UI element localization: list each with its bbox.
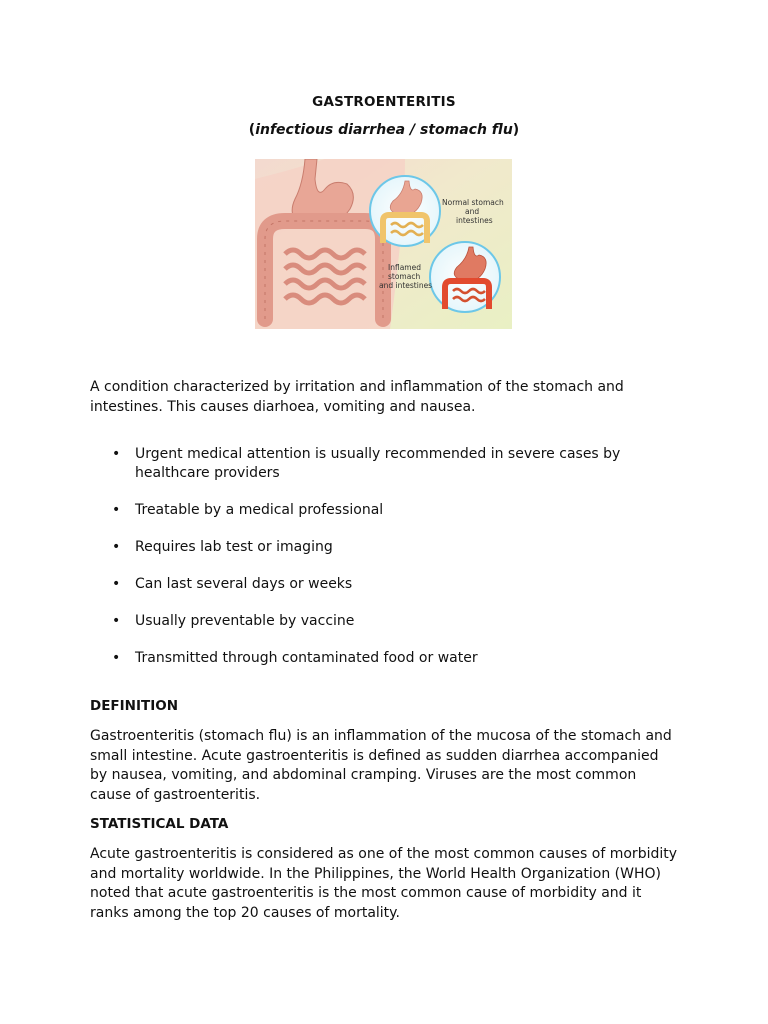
normal-label-line2: and (465, 207, 480, 216)
subtitle-italic: infectious diarrhea / stomach flu (255, 122, 513, 138)
document-subtitle (0, 122, 768, 138)
statistical-data-heading: STATISTICAL DATA (90, 816, 229, 832)
feature-bullet-list (90, 445, 690, 686)
list-item: • Can last several days or weeks (90, 575, 690, 594)
definition-heading: DEFINITION (90, 698, 179, 714)
normal-label-line3: intestines (456, 216, 493, 225)
list-item: • Requires lab test or imaging (90, 538, 690, 557)
gastroenteritis-illustration (255, 159, 512, 329)
inflamed-label-line3: and intestines (379, 281, 433, 290)
list-item: • Urgent medical attention is usually recommended in severe cases by healthcare providers (90, 445, 690, 483)
list-item: • Transmitted through contaminated food or water (90, 649, 690, 668)
list-item: • Usually preventable by vaccine (90, 612, 690, 631)
statistical-data-paragraph: Acute gastroenteritis is considered as one of the most common causes of morbidity and mortality worldwide. In the Philippines, the World Health Organization (WHO) noted that acute gastroenteritis is the most common cause of morbidity and it ranks among the top 20 causes of mortality. (90, 846, 678, 921)
list-item: • Treatable by a medical professional (90, 501, 690, 520)
subtitle-close-paren: ) (512, 122, 520, 138)
document-title: GASTROENTERITIS (312, 94, 456, 110)
definition-paragraph: Gastroenteritis (stomach flu) is an inflammation of the mucosa of the stomach and small intestine. Acute gastroenteritis is defined as sudden diarrhea accompanied by nausea, vomiting, and abdominal cramping. Viruses are the most common cause of gastroenteritis. (90, 728, 672, 803)
inflamed-label-line1: Inflamed (388, 263, 421, 272)
intro-paragraph: A condition characterized by irritation and inflammation of the stomach and intestines. This causes diarhoea, vomiting and nausea. (90, 379, 624, 415)
inflamed-label-line2: stomach (388, 272, 421, 281)
normal-label-line1: Normal stomach (442, 198, 504, 207)
subtitle-open-paren: ( (248, 122, 256, 138)
